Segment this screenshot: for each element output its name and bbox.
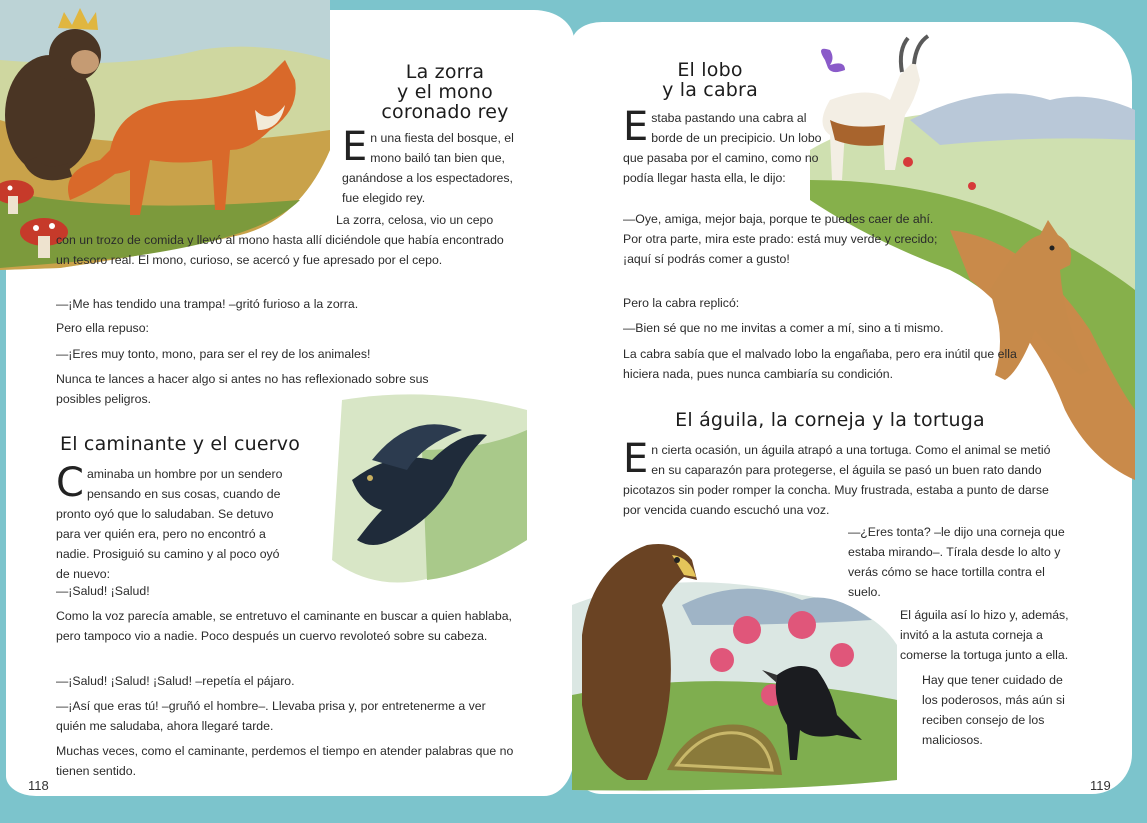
paragraph-text: aminaba un hombre por un sendero pensando en sus cosas, cuando de pronto oyó que lo saludaban. Se detuvo para ver quién era, pero no encontró a nadie. Prosiguió su camino y al poco oyó de nuevo: (56, 467, 283, 581)
story1-paragraph-3: —¡Me has tendido una trampa! –gritó furioso a la zorra. (56, 297, 359, 311)
story1-paragraph-2: La zorra, celosa, vio un cepo con un trozo de comida y llevó al mono hasta allí diciéndole que había encontrado un tesoro real. El mono, curioso, se acercó y fue apresado por el cepo. (56, 213, 504, 267)
story4-paragraph-1 (623, 436, 1053, 520)
page-number-right: 119 (1090, 778, 1111, 793)
page-number-left: 118 (28, 778, 49, 793)
title-line: y el mono (397, 81, 493, 103)
drop-cap: E (342, 124, 368, 170)
story2-paragraph-1 (56, 460, 296, 584)
story-title-lobo-cabra (640, 60, 780, 100)
drop-cap: C (56, 460, 84, 506)
story1-moral: Nunca te lances a hacer algo si antes no has reflexionado sobre sus posibles peligros. (56, 372, 429, 406)
story2-moral: Muchas veces, como el caminante, perdemos el tiempo en atender palabras que no tienen sentido. (56, 744, 514, 778)
story1-paragraph-5: —¡Eres muy tonto, mono, para ser el rey de los animales! (56, 347, 371, 361)
story-title-zorra-mono (340, 62, 550, 122)
title-line: La zorra (405, 61, 485, 83)
story2-paragraph-2: —¡Salud! ¡Salud! (56, 584, 150, 598)
story3-moral: La cabra sabía que el malvado lobo la engañaba, pero era inútil que ella hiciera nada, pues nunca cambiaría su condición. (623, 347, 1017, 381)
story4-paragraph-2: —¿Eres tonta? –le dijo una corneja que estaba mirando–. Tírala desde lo alto y verás cómo se hace tortilla contra el suelo. (848, 525, 1065, 599)
paragraph-text: n una fiesta del bosque, el mono bailó tan bien que, ganándose a los espectadores, fue elegido rey. (342, 131, 514, 205)
title-line: y la cabra (662, 79, 758, 101)
story1-paragraph-4: Pero ella repuso: (56, 321, 149, 335)
story1-paragraph-1 (342, 124, 520, 208)
story-title-caminante-cuervo: El caminante y el cuervo (60, 433, 301, 455)
story2-paragraph-5: —¡Así que eras tú! –gruñó el hombre–. Llevaba prisa y, por entretenerme a ver quién me saludaba, ahora llegaré tarde. (56, 699, 486, 733)
drop-cap: E (623, 104, 649, 150)
story3-paragraph-2: —Oye, amiga, mejor baja, porque te puedes caer de ahí. Por otra parte, mira este prado: está muy verde y crecido; ¡aquí sí podrás comer a gusto! (623, 212, 938, 266)
story4-paragraph-3: El águila así lo hizo y, además, invitó a la astuta corneja a comerse la tortuga junto a ella. (900, 608, 1069, 662)
title-line: El lobo (677, 59, 743, 81)
story2-paragraph-4: —¡Salud! ¡Salud! ¡Salud! –repetía el pájaro. (56, 674, 295, 688)
story3-paragraph-1 (623, 104, 823, 188)
title-line: coronado rey (381, 101, 509, 123)
flying-crow-illustration (312, 390, 532, 590)
drop-cap: E (623, 436, 649, 482)
story4-moral: Hay que tener cuidado de los poderosos, más aún si reciben consejo de los maliciosos. (922, 673, 1065, 747)
story3-paragraph-4: —Bien sé que no me invitas a comer a mí, sino a ti mismo. (623, 321, 944, 335)
story2-paragraph-3: Como la voz parecía amable, se entretuvo el caminante en buscar a quien hablaba, pero tampoco vio a nadie. Poco después un cuervo revoloteó sobre su cabeza. (56, 609, 512, 643)
story-title-aguila-corneja-tortuga: El águila, la corneja y la tortuga (675, 409, 985, 431)
paragraph-text: n cierta ocasión, un águila atrapó a una tortuga. Como el animal se metió en su caparazón para protegerse, el águila se pasó un buen rato dando picotazos sin poder romper la concha. Muy frustrada, estaba a punto de darse por vencida cuando escuchó una voz. (623, 443, 1051, 517)
story3-paragraph-3: Pero la cabra replicó: (623, 296, 740, 310)
paragraph-text: staba pastando una cabra al borde de un precipicio. Un lobo que pasaba por el camino, como no podía llegar hasta ella, le dijo: (623, 111, 822, 185)
